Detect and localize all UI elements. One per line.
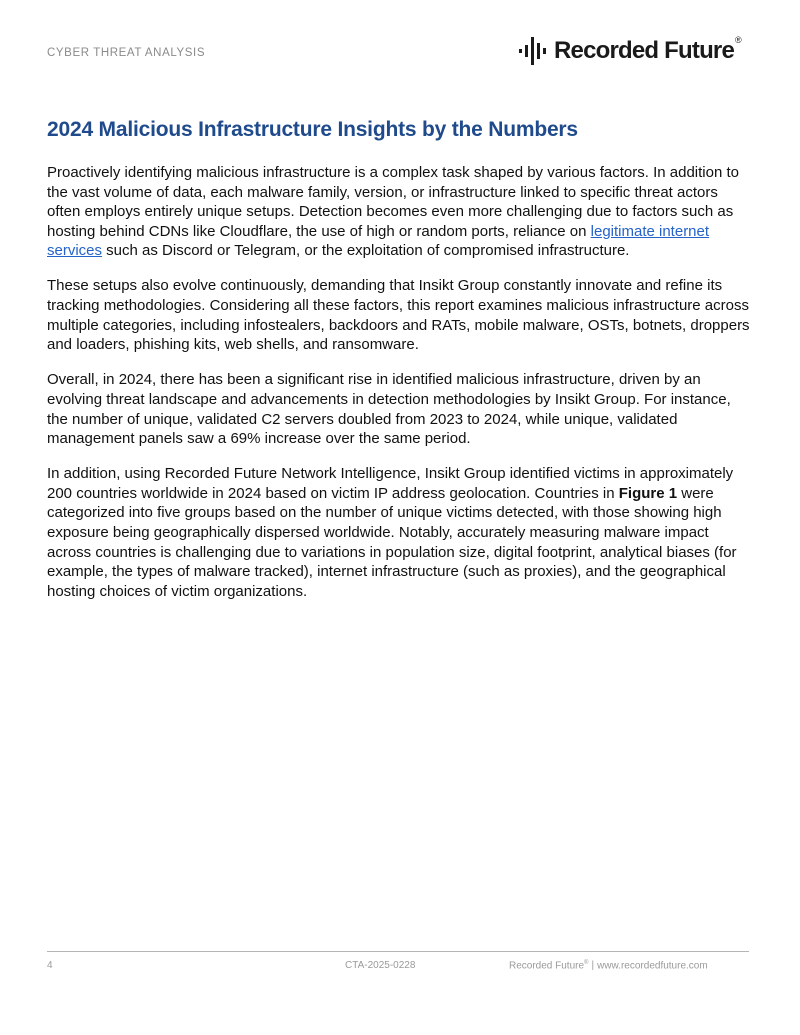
document-code: CTA-2025-0228	[345, 960, 416, 971]
logo-wordmark	[554, 37, 741, 65]
paragraph-1-text-a: Proactively identifying malicious infrastructure is a complex task shaped by various factors. In addition to the vast volume of data, each malware family, version, or infrastructure linked to specific threat actors often employs entirely unique setups. Detection becomes even more challenging due to factors such as hosting behind CDNs like Cloudflare, the use of high or random ports, reliance on	[47, 164, 739, 240]
logo-waveform-icon	[518, 36, 548, 66]
logo-registered-mark: ®	[735, 35, 741, 45]
footer-brand-name: Recorded Future	[509, 960, 585, 972]
logo-text: Recorded Future	[554, 37, 735, 64]
page-title: 2024 Malicious Infrastructure Insights by the Numbers	[47, 118, 578, 141]
figure-reference: Figure 1	[618, 484, 678, 502]
paragraph-4-text-b: were categorized into five groups based on the number of unique victims detected, with those showing high exposure being geographically dispersed worldwide. Notably, accurately measuring malware impact across countries is challenging due to variations in population size, digital footprint, analytical biases (for example, the types of malware tracked), internet infrastructure (such as proxies), and the geographical hosting choices of victim organizations.	[47, 484, 737, 600]
paragraph-4-text-a: In addition, using Recorded Future Network Intelligence, Insikt Group identified victims in approximately 200 countries worldwide in 2024 based on victim IP address geolocation. Countries in	[47, 465, 734, 502]
article-body	[47, 163, 753, 617]
paragraph-1	[47, 163, 753, 261]
recorded-future-logo[interactable]	[518, 36, 741, 66]
paragraph-4	[47, 464, 753, 601]
legitimate-internet-services-link[interactable]: legitimate internet services	[47, 222, 710, 260]
paragraph-1-text-b: such as Discord or Telegram, or the exploitation of compromised infrastructure.	[102, 242, 630, 260]
footer-separator: |	[591, 960, 595, 972]
footer-divider	[47, 951, 749, 952]
page-number: 4	[47, 960, 53, 971]
footer-url[interactable]: www.recordedfuture.com	[597, 960, 708, 972]
paragraph-2: These setups also evolve continuously, demanding that Insikt Group constantly innovate and refine its tracking methodologies. Considering all these factors, this report examines malicious infrastructure across multiple categories, including infostealers, backdoors and RATs, mobile malware, OSTs, botnets, droppers and loaders, phishing kits, web shells, and ransomware.	[47, 277, 750, 354]
section-label: CYBER THREAT ANALYSIS	[47, 47, 206, 59]
paragraph-3: Overall, in 2024, there has been a significant rise in identified malicious infrastructure, driven by an evolving threat landscape and advancements in detection methodologies by Insikt Group. For instance, the number of unique, validated C2 servers doubled from 2023 to 2024, while unique, validated management panels saw a 69% increase over the same period.	[47, 371, 731, 448]
footer-registered-mark: ®	[584, 960, 589, 966]
footer-brand	[509, 960, 708, 971]
